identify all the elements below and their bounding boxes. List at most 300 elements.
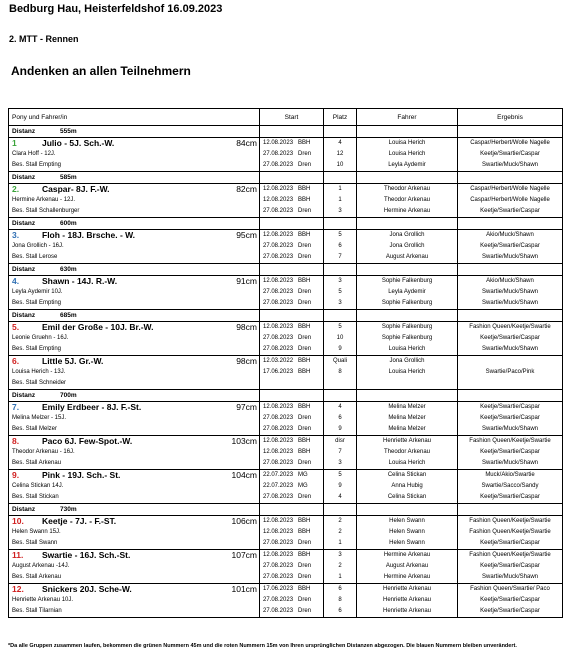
result: Fashion Queen/Keetje/Swartie [458,550,563,562]
start-cell [260,356,324,368]
venue: BBH [298,278,311,284]
result: Swartie/Muck/Shawn [458,344,563,356]
entry-row [9,538,563,550]
driver: Sophie Falkenburg [357,298,458,310]
start-date: 27.08.2023 [263,494,294,500]
start-date: 27.08.2023 [263,574,294,580]
distance-label: Distanz [12,312,36,319]
start-date: 27.08.2023 [263,608,294,614]
placement: disr [324,436,357,448]
entry-number: 6. [12,356,20,366]
driver: Louisa Herich [357,458,458,470]
start-cell [260,287,324,298]
empty-cell [260,172,324,184]
empty-cell [357,264,458,276]
pony-cell [9,138,260,150]
venue: Dren [298,563,312,569]
distance-row [9,264,563,276]
pony-height: 101cm [231,584,257,594]
venue: BBH [298,404,311,410]
rider-name: Melina Melzer - 15J. [9,413,260,424]
driver: Henriette Arkenau [357,606,458,618]
placement: 3 [324,298,357,310]
distance-value: 585m [60,174,77,181]
start-date: 27.08.2023 [263,243,294,249]
pony-height: 107cm [231,550,257,560]
pony-name: Pink - 19J. Sch.- St. [42,470,121,480]
placement: 4 [324,402,357,414]
start-cell [260,572,324,584]
driver: Hermine Arkenau [357,206,458,218]
start-cell [260,367,324,378]
placement [324,378,357,390]
distance-row [9,390,563,402]
driver: Jona Grollich [357,356,458,368]
start-date: 12.08.2023 [263,197,294,203]
stall-name: Bes. Stall Empting [9,344,260,356]
empty-cell [324,310,357,322]
entry-row [9,333,563,344]
result: Keetje/Swartie/Caspar [458,492,563,504]
venue: BBH [298,186,311,192]
header-platz: Platz [324,109,357,126]
entry-row [9,160,563,172]
venue: Dren [298,426,312,432]
venue: BBH [298,586,311,592]
start-cell [260,424,324,436]
venue: MG [298,483,308,489]
venue: BBH [298,232,311,238]
entry-number: 1 [12,138,17,148]
entry-number: 11. [12,550,24,560]
driver: Louisa Herich [357,138,458,150]
pony-name: Julio - 5J. Sch.-W. [42,138,115,148]
venue: Dren [298,608,312,614]
pony-name: Little 5J. Gr.-W. [42,356,104,366]
entry-row [9,276,563,288]
result: Swartie/Muck/Shawn [458,252,563,264]
result: Keetje/Swartie/Caspar [458,561,563,572]
header-fahrer: Fahrer [357,109,458,126]
start-cell [260,584,324,596]
empty-cell [324,264,357,276]
placement: 2 [324,561,357,572]
pony-cell [9,230,260,242]
start-cell [260,333,324,344]
start-date: 27.08.2023 [263,300,294,306]
placement: 7 [324,252,357,264]
pony-height: 104cm [231,470,257,480]
pony-name: Floh - 18J. Brsche. - W. [42,230,136,240]
rider-name: Leonie Gruehn - 16J. [9,333,260,344]
venue: BBH [298,529,311,535]
placement: 5 [324,230,357,242]
entry-row [9,195,563,206]
distance-cell [9,310,260,322]
driver: Sophie Falkenburg [357,333,458,344]
entry-row [9,424,563,436]
start-date: 12.08.2023 [263,552,294,558]
result: Fashion Queen/Keetje/Swartie [458,516,563,528]
rider-name: Leyla Aydemir 10J. [9,287,260,298]
entry-row [9,367,563,378]
venue: BBH [298,438,311,444]
driver: Melina Melzer [357,413,458,424]
distance-label: Distanz [12,174,36,181]
empty-cell [357,218,458,230]
driver: Leyla Aydemir [357,160,458,172]
distance-label: Distanz [12,506,36,513]
distance-value: 730m [60,506,77,513]
placement: 9 [324,481,357,492]
pony-name: Keetje - 7J. - F.-ST. [42,516,117,526]
placement: 9 [324,424,357,436]
entry-row [9,606,563,618]
distance-row [9,504,563,516]
start-cell [260,492,324,504]
venue: BBH [298,324,311,330]
start-cell [260,458,324,470]
empty-cell [357,310,458,322]
placement: 6 [324,241,357,252]
placement: 9 [324,344,357,356]
distance-cell [9,218,260,230]
entry-row [9,516,563,528]
venue: Dren [298,151,312,157]
pony-cell [9,184,260,196]
distance-value: 555m [60,128,77,135]
venue: Dren [298,208,312,214]
entry-row [9,287,563,298]
entry-number: 12. [12,584,24,594]
start-date: 27.08.2023 [263,254,294,260]
result: Swartie/Muck/Shawn [458,298,563,310]
driver: Theodor Arkenau [357,184,458,196]
entry-row [9,584,563,596]
empty-cell [260,126,324,138]
pony-height: 98cm [236,322,257,332]
result: Caspar/Herbert/Wolle Nagelle [458,195,563,206]
driver: August Arkenau [357,252,458,264]
placement: 1 [324,184,357,196]
start-date: 17.06.2023 [263,586,294,592]
pony-cell [9,584,260,596]
result: Akio/Muck/Shawn [458,276,563,288]
stall-name: Bes. Stall Empting [9,160,260,172]
driver: Melina Melzer [357,402,458,414]
distance-cell [9,126,260,138]
table-header [9,109,563,126]
venue: Dren [298,335,312,341]
start-date: 27.08.2023 [263,597,294,603]
start-date: 12.03.2022 [263,358,294,364]
result: Caspar/Herbert/Wolle Nagelle [458,138,563,150]
start-date: 27.08.2023 [263,540,294,546]
venue: BBH [298,518,311,524]
driver: Jona Grollich [357,230,458,242]
driver: Jona Grollich [357,241,458,252]
venue: BBH [298,552,311,558]
placement: 5 [324,287,357,298]
placement: 12 [324,149,357,160]
entry-row [9,481,563,492]
pony-cell [9,550,260,562]
driver: Helen Swann [357,516,458,528]
entry-row [9,206,563,218]
distance-label: Distanz [12,220,36,227]
driver: Louisa Herich [357,149,458,160]
entry-row [9,572,563,584]
driver: Hermine Arkenau [357,572,458,584]
stall-name: Bes. Stall Stickan [9,492,260,504]
stall-name: Bes. Stall Melzer [9,424,260,436]
empty-cell [458,504,563,516]
empty-cell [458,310,563,322]
empty-cell [324,172,357,184]
entry-number: 9. [12,470,20,480]
result: Keetje/Swartie/Caspar [458,595,563,606]
result: Swartie/Muck/Shawn [458,287,563,298]
result: Swartie/Paco/Pink [458,367,563,378]
entry-row [9,447,563,458]
rider-name: Theodor Arkenau - 16J. [9,447,260,458]
empty-cell [357,390,458,402]
pony-height: 95cm [236,230,257,240]
placement: 3 [324,276,357,288]
stall-name: Bes. Stall Arkenau [9,572,260,584]
entry-row [9,527,563,538]
placement: 10 [324,333,357,344]
entry-row [9,149,563,160]
distance-row [9,218,563,230]
distance-cell [9,172,260,184]
start-date: 12.08.2023 [263,278,294,284]
start-date: 27.08.2023 [263,415,294,421]
start-date: 22.07.2023 [263,483,294,489]
driver: August Arkenau [357,561,458,572]
stall-name: Bes. Stall Schneider [9,378,260,390]
driver: Celina Stickan [357,470,458,482]
driver: Sophie Falkenburg [357,276,458,288]
result: Keetje/Swartie/Caspar [458,402,563,414]
empty-cell [260,390,324,402]
driver: Helen Swann [357,538,458,550]
start-date: 12.08.2023 [263,438,294,444]
result: Keetje/Swartie/Caspar [458,447,563,458]
start-cell [260,527,324,538]
pony-height: 106cm [231,516,257,526]
entry-row [9,413,563,424]
distance-row [9,126,563,138]
start-cell [260,206,324,218]
rider-name: Hermine Arkenau - 12J. [9,195,260,206]
venue: Dren [298,597,312,603]
pony-height: 97cm [236,402,257,412]
placement: 4 [324,138,357,150]
start-cell [260,322,324,334]
pony-cell [9,322,260,334]
page-subtitle: Andenken an allen Teilnehmern [11,64,191,78]
pony-cell [9,470,260,482]
result: Fashion Queen/Keetje/Swartie [458,436,563,448]
placement: 8 [324,595,357,606]
stall-name: Bes. Stall Tilarnian [9,606,260,618]
empty-cell [357,126,458,138]
placement: 1 [324,195,357,206]
entry-number: 8. [12,436,20,446]
distance-label: Distanz [12,128,36,135]
pony-name: Paco 6J. Few-Spot.-W. [42,436,133,446]
venue: BBH [298,369,311,375]
result: Caspar/Herbert/Wolle Nagelle [458,184,563,196]
venue: Dren [298,300,312,306]
driver: Louisa Herich [357,344,458,356]
venue: Dren [298,494,312,500]
placement: 5 [324,470,357,482]
driver: Henriette Arkenau [357,595,458,606]
start-date: 27.08.2023 [263,563,294,569]
venue: Dren [298,254,312,260]
entry-row [9,492,563,504]
start-date: 27.08.2023 [263,151,294,157]
driver: Henriette Arkenau [357,584,458,596]
start-cell [260,252,324,264]
empty-cell [260,310,324,322]
start-cell [260,276,324,288]
result [458,378,563,390]
entry-number: 2. [12,184,20,194]
header-pony: Pony und Fahrer/in [9,109,260,126]
start-cell [260,241,324,252]
result: Akio/Muck/Shawn [458,230,563,242]
start-date: 12.08.2023 [263,404,294,410]
empty-cell [324,126,357,138]
empty-cell [260,264,324,276]
placement: 1 [324,538,357,550]
venue: Dren [298,415,312,421]
driver: Leyla Aydemir [357,287,458,298]
pony-cell [9,356,260,368]
start-date: 12.08.2023 [263,186,294,192]
distance-row [9,310,563,322]
entry-row [9,184,563,196]
distance-value: 630m [60,266,77,273]
rider-name: Clara Hoff - 12J. [9,149,260,160]
start-date: 12.08.2023 [263,140,294,146]
entry-row [9,436,563,448]
pony-name: Caspar- 8J. F.-W. [42,184,110,194]
venue: BBH [298,358,311,364]
placement: Quali [324,356,357,368]
entry-number: 4. [12,276,20,286]
driver: Sophie Falkenburg [357,322,458,334]
race-label: 2. MTT - Rennen [9,34,79,44]
entry-row [9,252,563,264]
distance-label: Distanz [12,266,36,273]
empty-cell [260,504,324,516]
results-table [8,108,563,618]
empty-cell [357,172,458,184]
pony-name: Shawn - 14J. R.-W. [42,276,118,286]
stall-name: Bes. Stall Schallenburger [9,206,260,218]
start-date: 12.08.2023 [263,324,294,330]
venue: Dren [298,162,312,168]
entry-row [9,550,563,562]
venue: BBH [298,140,311,146]
stall-name: Bes. Stall Arkenau [9,458,260,470]
venue: Dren [298,574,312,580]
rider-name: August Arkenau -14J. [9,561,260,572]
start-date: 27.08.2023 [263,426,294,432]
empty-cell [458,390,563,402]
placement: 2 [324,527,357,538]
result: Fashion Queen/Swartie/ Paco [458,584,563,596]
start-cell [260,470,324,482]
header-ergebnis: Ergebnis [458,109,563,126]
placement: 4 [324,492,357,504]
footnote: *Da alle Gruppen zusammen laufen, bekommen die grünen Nummern 45m und die roten Nummern 15m von Ihren ursprünglichen Distanzen abgezogen. Die blauen Nummern bleiben unverändert. [8,643,517,649]
empty-cell [458,264,563,276]
rider-name: Louisa Herich - 13J. [9,367,260,378]
start-cell [260,230,324,242]
placement: 3 [324,458,357,470]
result: Keetje/Swartie/Caspar [458,538,563,550]
start-date: 27.08.2023 [263,289,294,295]
rider-name: Jona Grollich - 16J. [9,241,260,252]
placement: 3 [324,206,357,218]
driver: Melina Melzer [357,424,458,436]
start-date: 12.08.2023 [263,449,294,455]
driver: Henriette Arkenau [357,436,458,448]
start-cell [260,595,324,606]
stall-name: Bes. Stall Empting [9,298,260,310]
empty-cell [357,504,458,516]
start-cell [260,516,324,528]
start-cell [260,298,324,310]
entry-row [9,595,563,606]
driver: Theodor Arkenau [357,195,458,206]
driver: Louisa Herich [357,367,458,378]
driver: Helen Swann [357,527,458,538]
empty-cell [458,126,563,138]
start-date: 12.08.2023 [263,518,294,524]
empty-cell [324,218,357,230]
start-cell [260,413,324,424]
start-date: 27.08.2023 [263,460,294,466]
distance-value: 685m [60,312,77,319]
start-date: 27.08.2023 [263,162,294,168]
empty-cell [324,390,357,402]
start-cell [260,481,324,492]
start-cell [260,447,324,458]
result: Fashion Queen/Keetje/Swartie [458,322,563,334]
result: Keetje/Swartie/Caspar [458,206,563,218]
venue: Dren [298,346,312,352]
placement: 5 [324,322,357,334]
entry-row [9,356,563,368]
start-cell [260,538,324,550]
start-cell [260,606,324,618]
header-start: Start [260,109,324,126]
rider-name: Helen Swann 15J. [9,527,260,538]
entry-number: 3. [12,230,20,240]
result: Fashion Queen/Keetje/Swartie [458,527,563,538]
pony-height: 91cm [236,276,257,286]
entry-row [9,378,563,390]
entry-number: 5. [12,322,20,332]
entry-row [9,241,563,252]
start-date: 22.07.2023 [263,472,294,478]
